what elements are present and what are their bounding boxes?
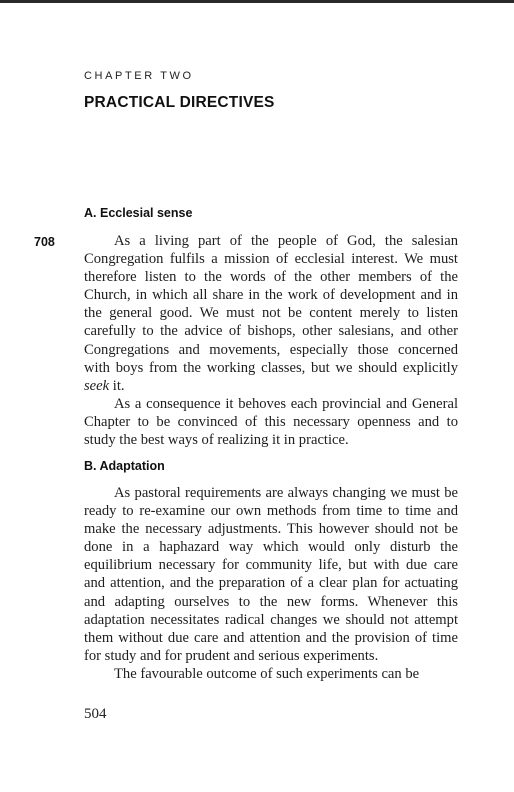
paragraph-text: it.	[109, 377, 125, 394]
section-title: Adaptation	[99, 459, 165, 473]
section-letter: B.	[84, 459, 97, 473]
emphasized-word: seek	[84, 377, 110, 394]
section-heading-ecclesial-sense	[84, 206, 192, 220]
section-a-body	[84, 232, 458, 449]
section-letter: A.	[84, 206, 97, 220]
paragraph-text: As pastoral requirements are always changing we must be ready to re-examine our own methods from time to time and make the necessary adjustments. This however should not be done in a haphazard way which would only disturb the equilibrium necessary for community life, but with due care and attention, and the preparation of a clear plan for actuating and adapting ourselves to the new forms. Whenever this adaptation necessitates radical changes we should not attempt them without due care and attention and the provision of time for study and for prudent and serious experiments.	[84, 485, 458, 664]
chapter-title: PRACTICAL DIRECTIVES	[84, 94, 275, 111]
margin-paragraph-number: 708	[34, 235, 55, 249]
paragraph	[84, 484, 458, 665]
section-b-body	[84, 484, 458, 683]
paragraph-text: As a living part of the people of God, the salesian Congregation fulfils a mission of ecclesial interest. We must therefore listen to the words of the other members of the Church, in which all share in the work of development and in the general good. We must not be content merely to listen carefully to the advice of bishops, other salesians, and other Congregations and movements, especially those concerned with boys from the working classes, but we should explicitly	[84, 233, 458, 376]
top-rule	[0, 0, 514, 3]
chapter-label: CHAPTER TWO	[84, 70, 194, 82]
paragraph	[84, 232, 458, 395]
page-number: 504	[84, 706, 107, 722]
section-title: Ecclesial sense	[99, 206, 193, 220]
paragraph-text: As a consequence it behoves each provincial and General Chapter to be convinced of this necessary openness and to study the best ways of realizing it in practice.	[84, 395, 458, 449]
paragraph	[84, 395, 458, 449]
paragraph	[84, 665, 458, 683]
section-heading-adaptation	[84, 459, 165, 473]
paragraph-text: The favourable outcome of such experiments can be	[114, 665, 420, 682]
